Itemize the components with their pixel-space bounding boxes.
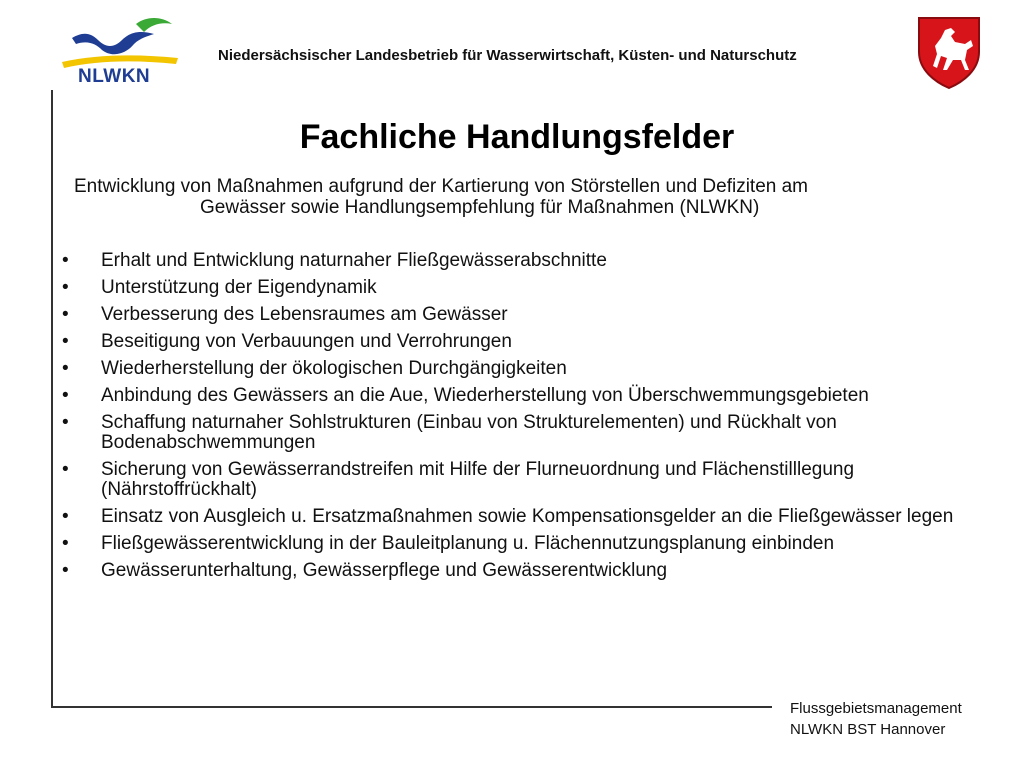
list-item: [62, 305, 962, 325]
bullet-icon: •: [62, 560, 69, 581]
footer-line-1: Flussgebietsmanagement: [790, 700, 962, 717]
bullet-icon: •: [62, 385, 69, 406]
list-item: [62, 251, 962, 271]
intro-line-1: Entwicklung von Maßnahmen aufgrund der Kartierung von Störstellen und Defiziten am: [74, 176, 809, 197]
intro-paragraph: [74, 176, 964, 218]
list-item: [62, 413, 962, 453]
bullet-icon: •: [62, 533, 69, 554]
list-item-text: Fließgewässerentwicklung in der Bauleitplanung u. Flächennutzungsplanung einbinden: [101, 533, 835, 554]
list-item-text: Sicherung von Gewässerrandstreifen mit Hilfe der Flurneuordnung und Flächenstilllegung (Nährstoffrückhalt): [101, 459, 855, 500]
list-item: [62, 386, 962, 406]
list-item: [62, 460, 962, 500]
bullet-icon: •: [62, 506, 69, 527]
list-item: [62, 534, 962, 554]
slide-title: Fachliche Handlungsfelder: [299, 118, 735, 156]
organization-name: Niedersächsischer Landesbetrieb für Wasserwirtschaft, Küsten- und Naturschutz: [218, 47, 797, 64]
nlwkn-wave-icon: [58, 14, 182, 70]
list-item-text: Unterstützung der Eigendynamik: [101, 277, 377, 298]
bullet-icon: •: [62, 331, 69, 352]
list-item-text: Einsatz von Ausgleich u. Ersatzmaßnahmen sowie Kompensationsgelder an die Fließgewässer legen: [101, 506, 954, 527]
measures-list: [62, 251, 962, 588]
footer: [790, 698, 962, 740]
lower-saxony-crest-icon: [915, 14, 983, 90]
list-item-text: Wiederherstellung der ökologischen Durchgängigkeiten: [101, 358, 567, 379]
bullet-icon: •: [62, 459, 69, 480]
intro-line-2: Gewässer sowie Handlungsempfehlung für Maßnahmen (NLWKN): [200, 197, 760, 218]
frame-bottom-line: [51, 706, 772, 708]
list-item: [62, 561, 962, 581]
list-item-text: Erhalt und Entwicklung naturnaher Fließgewässerabschnitte: [101, 250, 607, 271]
list-item: [62, 278, 962, 298]
bullet-icon: •: [62, 277, 69, 298]
crest: [915, 14, 983, 90]
list-item-text: Anbindung des Gewässers an die Aue, Wiederherstellung von Überschwemmungsgebieten: [101, 385, 869, 406]
frame-left-line: [51, 90, 53, 707]
footer-line-2: NLWKN BST Hannover: [790, 721, 946, 738]
list-item-text: Schaffung naturnaher Sohlstrukturen (Einbau von Strukturelementen) und Rückhalt von Bodenabschwemmungen: [101, 412, 837, 453]
list-item: [62, 359, 962, 379]
logo-text: NLWKN: [78, 66, 151, 87]
nlwkn-logo: [58, 14, 182, 90]
list-item: [62, 507, 962, 527]
bullet-icon: •: [62, 358, 69, 379]
list-item-text: Verbesserung des Lebensraumes am Gewässer: [101, 304, 508, 325]
list-item: [62, 332, 962, 352]
list-item-text: Gewässerunterhaltung, Gewässerpflege und Gewässerentwicklung: [101, 560, 668, 581]
bullet-icon: •: [62, 304, 69, 325]
list-item-text: Beseitigung von Verbauungen und Verrohrungen: [101, 331, 512, 352]
bullet-icon: •: [62, 250, 69, 271]
bullet-icon: •: [62, 412, 69, 433]
